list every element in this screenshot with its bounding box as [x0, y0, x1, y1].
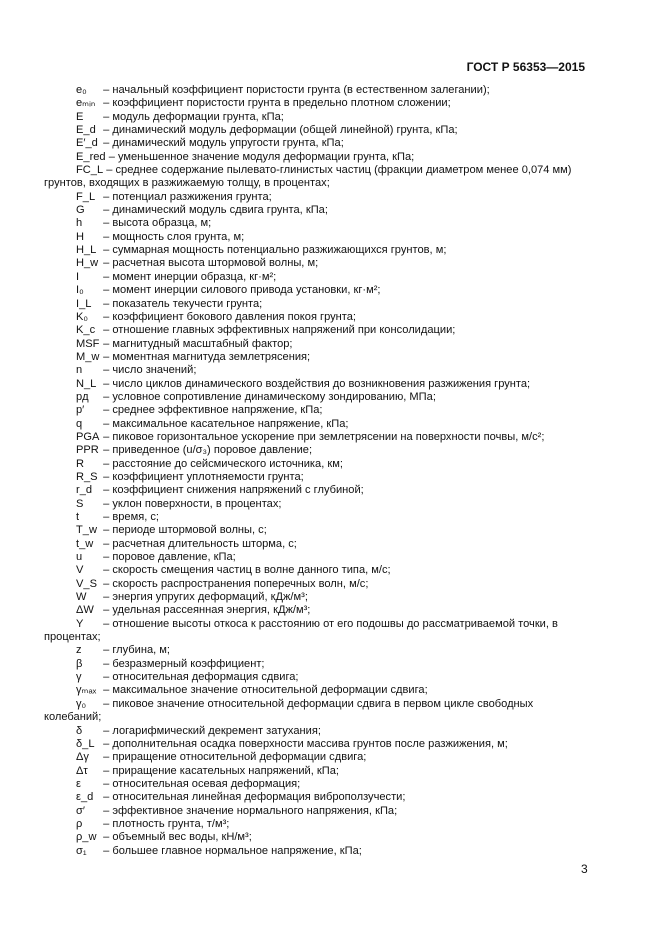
definition-text: – максимальное касательное напряжение, кПа;	[103, 417, 349, 430]
symbol-list-item	[44, 805, 584, 818]
symbol: t_w	[76, 537, 94, 550]
symbol-list-item	[44, 338, 584, 351]
symbol-list-item	[44, 271, 584, 284]
symbol-list-item	[44, 217, 584, 230]
symbol-list-item	[44, 257, 584, 270]
symbol: V	[76, 564, 84, 577]
symbol: ε	[76, 777, 81, 790]
symbol-list-item	[44, 511, 584, 524]
symbol: I₀	[76, 284, 84, 297]
definition-text: – пиковое горизонтальное ускорение при землетрясении на поверхности почвы, м/с²;	[103, 430, 545, 443]
symbol-list-item	[44, 458, 584, 471]
symbol-list-item	[44, 845, 584, 858]
symbol: E_d	[76, 124, 96, 137]
symbol: ΔW	[76, 604, 94, 617]
definition-text: – момент инерции образца, кг·м²;	[103, 270, 277, 283]
symbol-list-item	[44, 378, 584, 391]
symbol: H_w	[76, 257, 99, 270]
symbol-list-item	[44, 231, 584, 244]
symbol: ρ	[76, 817, 83, 830]
symbol: H_L	[76, 244, 97, 257]
definition-text: – число значений;	[103, 364, 197, 377]
symbol-list-item	[44, 498, 584, 511]
definition-text: – относительная линейная деформация виброползучести;	[103, 791, 406, 804]
symbol: ρ_w	[76, 831, 97, 844]
symbol-list-item	[44, 484, 584, 497]
definition-text: – логарифмический декремент затухания;	[103, 724, 321, 737]
symbol: N_L	[76, 377, 97, 390]
symbol: E_red	[76, 150, 106, 163]
symbol: eₘᵢₙ	[76, 97, 96, 110]
symbol-list-item	[44, 191, 584, 204]
symbol: ε_d	[76, 791, 94, 804]
symbol: p′	[76, 404, 85, 417]
definition-text: – мощность слоя грунта, м;	[103, 230, 245, 243]
definition-text: – скорость распространения поперечных волн, м/с;	[103, 577, 369, 590]
symbol: F_L	[76, 190, 96, 203]
symbol-list-item	[44, 618, 584, 631]
definition-text: – коэффициент бокового давления покоя грунта;	[103, 310, 357, 323]
symbol-list-item	[44, 298, 584, 311]
symbol: δ_L	[76, 737, 95, 750]
definition-text: – относительная осевая деформация;	[103, 777, 301, 790]
symbol: K_c	[76, 324, 96, 337]
symbol: K₀	[76, 310, 89, 323]
symbol-list-item	[44, 444, 584, 457]
definition-text: – приведенное (u/σ₃) поровое давление;	[103, 444, 313, 457]
definition-text: – магнитудный масштабный фактор;	[103, 337, 293, 350]
symbol: T_w	[76, 524, 97, 537]
definition-text: – время, с;	[103, 511, 160, 523]
symbol: E	[76, 110, 84, 123]
symbol-list-item	[44, 684, 584, 697]
definition-text: – пиковое значение относительной деформации сдвига в первом цикле свободных	[103, 697, 534, 710]
symbol: PGA	[76, 430, 100, 443]
symbol-list-item	[44, 538, 584, 551]
definition-text: – поровое давление, кПа;	[103, 551, 236, 564]
symbol-list-item	[44, 698, 584, 711]
symbol: σ′	[76, 804, 85, 817]
definition-text: – максимальное значение относительной деформации сдвига;	[103, 684, 428, 697]
definition-text: процентах;	[44, 631, 101, 644]
definition-text: – приращение касательных напряжений, кПа;	[103, 764, 339, 777]
definition-text: – объемный вес воды, кН/м³;	[103, 831, 252, 844]
symbol: E′_d	[76, 137, 98, 150]
symbol-list-item	[44, 831, 584, 844]
symbol-list-item	[44, 111, 584, 124]
definition-text: – среднее эффективное напряжение, кПа;	[103, 404, 323, 417]
definition-text: – удельная рассеянная энергия, кДж/м³;	[103, 604, 311, 617]
symbol-list-item	[44, 324, 584, 337]
definition-text: – отношение высоты откоса к расстоянию от его подошвы до рассматриваемой точки, в	[103, 617, 558, 630]
definition-text: – большее главное нормальное напряжение, кПа;	[103, 844, 362, 857]
symbol: I_L	[76, 297, 92, 310]
definition-text: – безразмерный коэффициент;	[103, 657, 265, 670]
symbol-list-item	[44, 751, 584, 764]
definition-text: – периоде штормовой волны, с;	[103, 524, 267, 537]
symbol-list-item	[44, 418, 584, 431]
definition-text: – уклон поверхности, в процентах;	[103, 497, 282, 510]
definition-text: – модуль деформации грунта, кПа;	[103, 110, 284, 123]
symbol-list-item	[44, 551, 584, 564]
symbol-list-item	[44, 84, 584, 97]
symbol-list-item	[44, 244, 584, 257]
symbol: β	[76, 657, 83, 670]
definition-text: – эффективное значение нормального напряжения, кПа;	[103, 804, 398, 817]
symbol-list-item	[44, 738, 584, 751]
symbol-list-item	[44, 644, 584, 657]
definition-text: – динамический модуль деформации (общей линейной) грунта, кПа;	[103, 124, 458, 137]
symbol: FC_L	[76, 164, 104, 177]
definition-text: – потенциал разжижения грунта;	[103, 190, 272, 203]
symbol: γₘₐₓ	[76, 684, 97, 697]
definition-text: – расстояние до сейсмического источника, км;	[103, 457, 343, 470]
symbol-list-item	[44, 311, 584, 324]
definition-text: – энергия упругих деформаций, кДж/м³;	[103, 591, 308, 604]
definition-text: – динамический модуль упругости грунта, кПа;	[103, 137, 344, 150]
symbol: Y	[76, 617, 84, 630]
symbol: q	[76, 417, 83, 430]
symbol: W	[76, 591, 87, 604]
definition-text: – глубина, м;	[103, 644, 171, 657]
symbol-list-item	[44, 164, 584, 177]
definition-text: – приращение относительной деформации сдвига;	[103, 751, 367, 764]
symbol: R_S	[76, 470, 98, 483]
symbol-list-item	[44, 578, 584, 591]
symbol-list-item	[44, 137, 584, 150]
definition-text: – динамический модуль сдвига грунта, кПа;	[103, 204, 328, 217]
symbol: γ	[76, 671, 82, 684]
definition-text: – скорость смещения частиц в волне данного типа, м/с;	[103, 564, 391, 577]
definition-text: – плотность грунта, т/м³;	[103, 817, 230, 830]
symbol-list-item	[44, 431, 584, 444]
symbol-list-item	[44, 284, 584, 297]
page-number: 3	[581, 862, 588, 876]
definition-text: – условное сопротивление динамическому зондированию, МПа;	[103, 390, 436, 403]
symbol: MSF	[76, 337, 100, 350]
definition-text: колебаний;	[44, 711, 102, 724]
symbol-list-item	[44, 204, 584, 217]
definition-text: – показатель текучести грунта;	[103, 297, 263, 310]
definition-text: – число циклов динамического воздействия до возникновения разжижения грунта;	[103, 377, 531, 390]
symbol-list-item	[44, 404, 584, 417]
symbol-list-item	[44, 124, 584, 137]
definition-text: – расчетная длительность шторма, с;	[103, 537, 297, 550]
symbol: PPR	[76, 444, 99, 457]
symbol: γ₀	[76, 697, 87, 710]
definition-text: – коэффициент снижения напряжений с глубиной;	[103, 484, 364, 497]
symbol: Δγ	[76, 751, 89, 764]
symbol: I	[76, 270, 80, 283]
symbol: h	[76, 217, 83, 230]
document-code: ГОСТ Р 56353—2015	[466, 60, 585, 74]
definition-text: – начальный коэффициент пористости грунта (в естественном залегании);	[103, 84, 490, 96]
symbol: M_w	[76, 350, 100, 363]
definition-text: – уменьшенное значение модуля деформации грунта, кПа;	[108, 150, 415, 163]
symbol: t	[76, 511, 80, 523]
symbol: G	[76, 204, 85, 217]
definition-text: – моментная магнитуда землетрясения;	[103, 350, 311, 363]
symbol-list-item	[44, 725, 584, 738]
definition-text: – относительная деформация сдвига;	[103, 671, 299, 684]
symbol: u	[76, 551, 83, 564]
symbol: e₀	[76, 84, 87, 96]
symbol-list	[44, 84, 584, 858]
symbol-list-item	[44, 818, 584, 831]
symbol-list-item	[44, 524, 584, 537]
definition-text: – расчетная высота штормовой волны, м;	[103, 257, 319, 270]
symbol-list-item	[44, 778, 584, 791]
symbol: δ	[76, 724, 83, 737]
symbol-list-item	[44, 151, 584, 164]
symbol: n	[76, 364, 83, 377]
symbol-list-item	[44, 391, 584, 404]
symbol-list-item	[44, 97, 584, 110]
definition-text: – отношение главных эффективных напряжений при консолидации;	[103, 324, 456, 337]
symbol-list-item	[44, 564, 584, 577]
symbol: H	[76, 230, 85, 243]
definition-text: – момент инерции силового привода установки, кг·м²;	[103, 284, 381, 297]
symbol-list-item	[44, 351, 584, 364]
symbol: z	[76, 644, 82, 657]
symbol: pд	[76, 390, 89, 403]
symbol-list-item	[44, 658, 584, 671]
symbol-list-item	[44, 671, 584, 684]
symbol: σ₁	[76, 844, 87, 857]
symbol-list-item	[44, 364, 584, 377]
symbol: r_d	[76, 484, 93, 497]
definition-text: – высота образца, м;	[103, 217, 212, 230]
symbol: V_S	[76, 577, 97, 590]
symbol-list-item	[44, 591, 584, 604]
symbol-list-item	[44, 791, 584, 804]
symbol-list-item	[44, 765, 584, 778]
definition-text: – коэффициент уплотняемости грунта;	[103, 470, 304, 483]
definition-text: грунтов, входящих в разжижаемую толщу, в процентах;	[44, 177, 330, 190]
definition-text: – суммарная мощность потенциально разжижающихся грунтов, м;	[103, 244, 447, 257]
definition-text: – коэффициент пористости грунта в предельно плотном сложении;	[103, 97, 451, 110]
symbol-list-item	[44, 604, 584, 617]
symbol-list-item	[44, 471, 584, 484]
definition-text: – дополнительная осадка поверхности массива грунтов после разжижения, м;	[103, 737, 508, 750]
symbol-list-item	[44, 631, 584, 644]
definition-text: – среднее содержание пылевато-глинистых частиц (фракции диаметром менее 0,074 мм)	[106, 164, 572, 177]
symbol: S	[76, 497, 84, 510]
symbol: R	[76, 457, 85, 470]
symbol: Δτ	[76, 764, 88, 777]
symbol-list-item	[44, 711, 584, 724]
symbol-list-item	[44, 177, 584, 190]
